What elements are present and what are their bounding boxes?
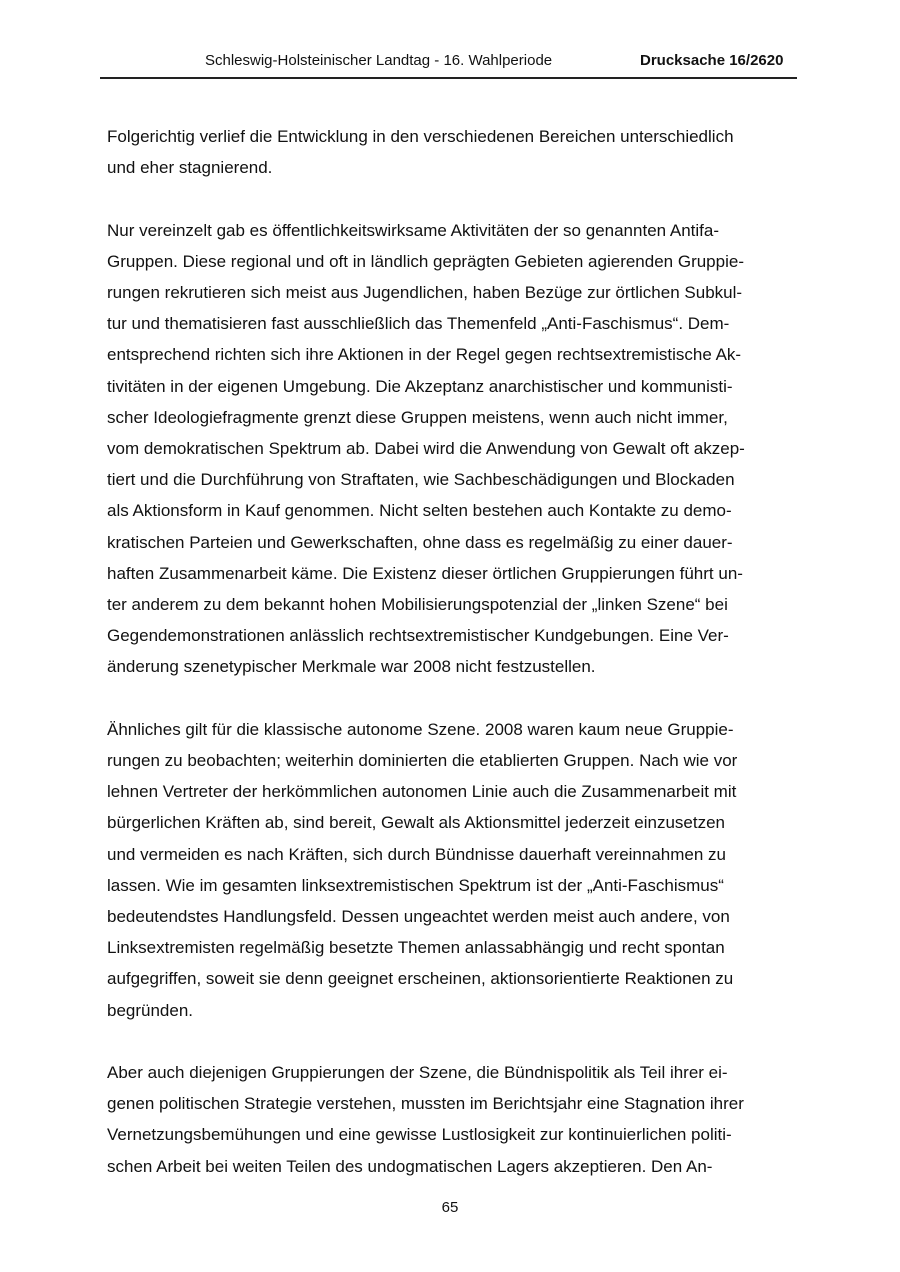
text-line: Vernetzungsbemühungen und eine gewisse Lustlosigkeit zur kontinuierlichen politi- — [107, 1125, 732, 1145]
text-line: scher Ideologiefragmente grenzt diese Gruppen meistens, wenn auch nicht immer, — [107, 407, 728, 427]
text-line: als Aktionsform in Kauf genommen. Nicht selten bestehen auch Kontakte zu demo- — [107, 501, 732, 521]
text-line: schen Arbeit bei weiten Teilen des undogmatischen Lagers akzeptieren. Den An- — [107, 1156, 713, 1176]
text-line: änderung szenetypischer Merkmale war 2008 nicht festzustellen. — [107, 657, 596, 677]
text-line: tivitäten in der eigenen Umgebung. Die Akzeptanz anarchistischer und kommunisti- — [107, 376, 733, 396]
header-title: Schleswig-Holsteinischer Landtag - 16. Wahlperiode — [205, 52, 553, 69]
text-line: und vermeiden es nach Kräften, sich durch Bündnisse dauerhaft vereinnahmen zu — [107, 844, 726, 864]
text-line: Ähnliches gilt für die klassische autonome Szene. 2008 waren kaum neue Gruppie- — [107, 719, 734, 739]
document-body — [107, 121, 807, 1213]
text-line: haften Zusammenarbeit käme. Die Existenz dieser örtlichen Gruppierungen führt un- — [107, 563, 743, 583]
text-line: rungen rekrutieren sich meist aus Jugendlichen, haben Bezüge zur örtlichen Subkul- — [107, 283, 743, 302]
text-line: vom demokratischen Spektrum ab. Dabei wird die Anwendung von Gewalt oft akzep- — [107, 439, 745, 459]
page-number: 65 — [441, 1199, 459, 1216]
text-line: tiert und die Durchführung von Straftaten, wie Sachbeschädigungen und Blockaden — [107, 470, 735, 490]
text-line: entsprechend richten sich ihre Aktionen in der Regel gegen rechtsextremistische Ak- — [107, 345, 742, 365]
text-line: und eher stagnierend. — [107, 158, 273, 178]
paragraph — [107, 714, 807, 1026]
text-line: Linksextremisten regelmäßig besetzte Themen anlassabhängig und recht spontan — [107, 938, 725, 958]
text-line: begründen. — [107, 1000, 194, 1020]
text-line: bedeutendstes Handlungsfeld. Dessen ungeachtet werden meist auch andere, von — [107, 907, 730, 927]
text-line: Folgerichtig verlief die Entwicklung in den verschiedenen Bereichen unterschiedlich — [107, 127, 734, 146]
paragraph — [107, 1057, 807, 1182]
paragraph — [107, 215, 807, 683]
paragraph — [107, 121, 807, 183]
text-line: lassen. Wie im gesamten linksextremistischen Spektrum ist der „Anti-Faschismus“ — [107, 875, 724, 895]
text-line: bürgerlichen Kräften ab, sind bereit, Gewalt als Aktionsmittel jederzeit einzusetzen — [107, 813, 725, 833]
text-line: rungen zu beobachten; weiterhin dominierten die etablierten Gruppen. Nach wie vor — [107, 751, 738, 771]
text-line: Aber auch diejenigen Gruppierungen der Szene, die Bündnispolitik als Teil ihrer ei- — [107, 1063, 728, 1083]
text-line: genen politischen Strategie verstehen, mussten im Berichtsjahr eine Stagnation ihrer — [107, 1094, 744, 1114]
text-line: Gegendemonstrationen anlässlich rechtsextremistischer Kundgebungen. Eine Ver- — [107, 626, 729, 646]
document-number: Drucksache 16/2620 — [640, 52, 784, 69]
text-line: aufgegriffen, soweit sie denn geeignet erscheinen, aktionsorientierte Reaktionen zu — [107, 969, 734, 989]
text-line: kratischen Parteien und Gewerkschaften, ohne dass es regelmäßig zu einer dauer- — [107, 532, 733, 552]
header-rule — [100, 77, 797, 79]
text-line: lehnen Vertreter der herkömmlichen autonomen Linie auch die Zusammenarbeit mit — [107, 782, 737, 802]
text-line: ter anderem zu dem bekannt hohen Mobilisierungspotenzial der „linken Szene“ bei — [107, 595, 728, 615]
text-line: Gruppen. Diese regional und oft in ländlich geprägten Gebieten agierenden Gruppie- — [107, 251, 744, 271]
text-line: tur und thematisieren fast ausschließlich das Themenfeld „Anti-Faschismus“. Dem- — [107, 314, 730, 334]
text-line: Nur vereinzelt gab es öffentlichkeitswirksame Aktivitäten der so genannten Antifa- — [107, 220, 720, 240]
